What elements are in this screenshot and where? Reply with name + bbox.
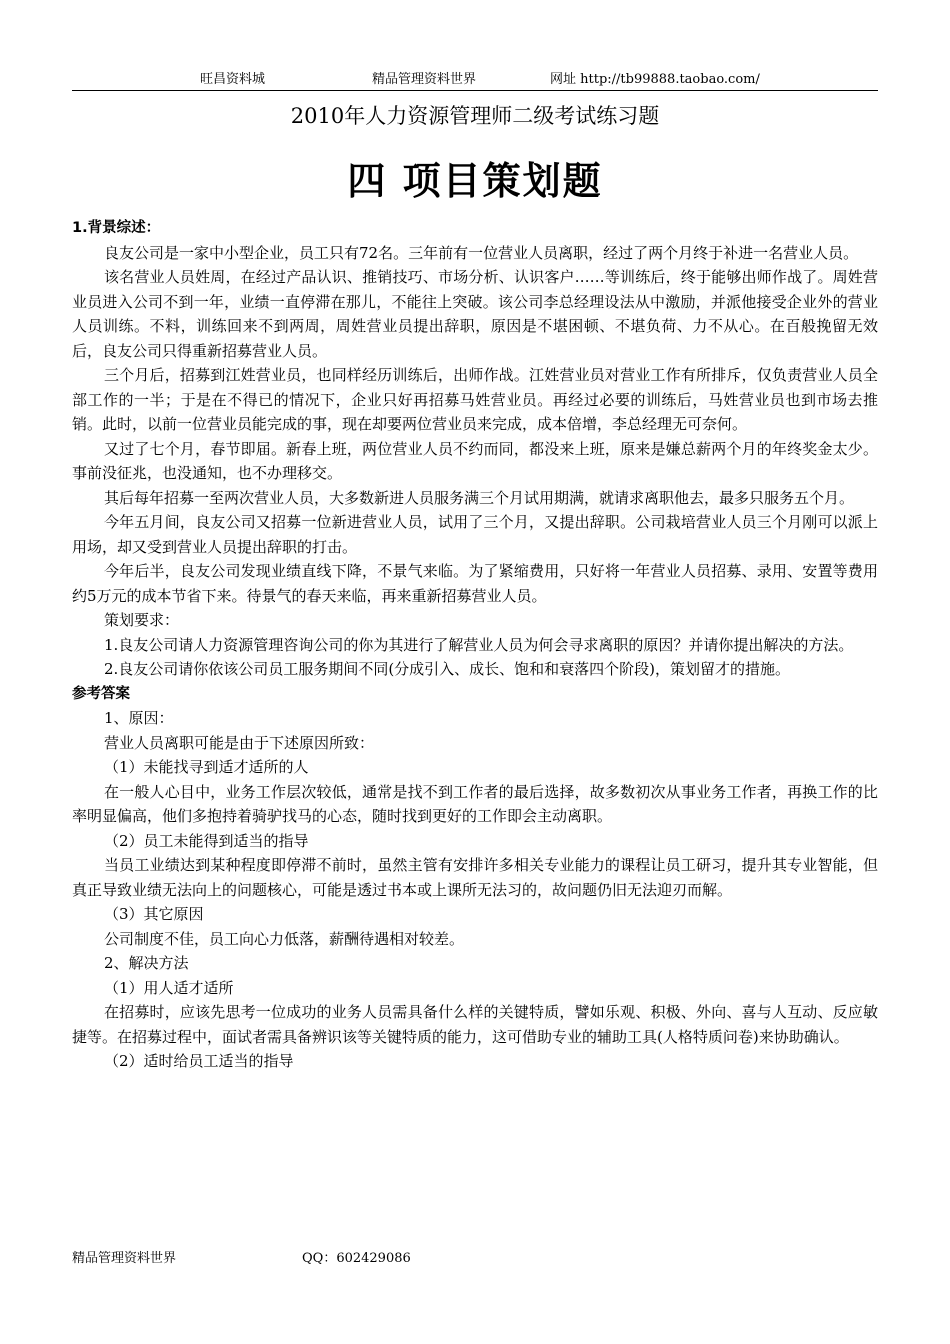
answer-line: （2）适时给员工适当的指导 [104, 1052, 294, 1070]
paragraph: 该名营业人员姓周，在经过产品认识、推销技巧、市场分析、认识客户……等训练后，终于能够出师作战了。周姓营业员进入公司不到一年，业绩一直停滞在那儿，不能往上突破。该公司李总经理设法从中激励，并派他接受企业外的营业人员训练。不料，训练回来不到两周，周姓营业员提出辞职，原因是不堪困顿、不堪负荷、力不从心。在百般挽留无效后，良友公司只得重新招募营业人员。 [72, 268, 878, 360]
answer-line: （3）其它原因 [104, 905, 204, 923]
answer-line: 1、原因： [104, 709, 174, 727]
paragraph: 今年后半，良友公司发现业绩直线下降，不景气来临。为了紧缩费用，只好将一年营业人员招募、录用、安置等费用约5万元的成本节省下来。待景气的春天来临，再来重新招募营业人员。 [72, 562, 878, 605]
paragraph: 其后每年招募一至两次营业人员，大多数新进人员服务满三个月试用期满，就请求离职他去，最多只服务五个月。 [104, 488, 855, 507]
paragraph: 良友公司是一家中小型企业，员工只有72名。三年前有一位营业人员离职，经过了两个月终于补进一名营业人员。 [104, 243, 859, 262]
answer-heading: 参考答案 [72, 685, 130, 702]
answer-line: （2）员工未能得到适当的指导 [104, 831, 309, 850]
paragraph: 2.良友公司请你依该公司员工服务期间不同(分成引入、成长、饱和和衰落四个阶段)，策划留才的措施。 [104, 660, 791, 678]
page-header [72, 66, 878, 91]
section-heading: 1.背景综述： [72, 220, 161, 236]
paragraph: 又过了七个月，春节即届。新春上班，两位营业人员不约而同，都没来上班，原来是嫌总薪两个月的年终奖金太少。事前没征兆，也没通知，也不办理移交。 [72, 439, 878, 482]
document-title: 四 项目策划题 [347, 159, 603, 203]
header-right: 网址 http://tb99888.taobao.com/ [550, 72, 760, 87]
header-center: 精品管理资料世界 [372, 72, 477, 87]
paragraph: 三个月后，招募到江姓营业员，也同样经历训练后，出师作战。江姓营业员对营业工作有所排斥，仅负责营业人员全部工作的一半；于是在不得已的情况下，企业只好再招募马姓营业员。再经过必要的训练后，马姓营业员也到市场去推销。此时，以前一位营业员能完成的事，现在却要两位营业员来完成，成本倍增，李总经理无可奈何。 [72, 366, 878, 433]
answer-line: 在一般人心目中，业务工作层次较低，通常是找不到工作者的最后选择，故多数初次从事业务工作者，再换工作的比率明显偏高，他们多抱持着骑驴找马的心态，随时找到更好的工作即会主动离职。 [72, 782, 878, 825]
paragraph: 策划要求： [104, 611, 180, 629]
paragraph: 今年五月间，良友公司又招募一位新进营业人员，试用了三个月，又提出辞职。公司栽培营业人员三个月刚可以派上用场，却又受到营业人员提出辞职的打击。 [72, 513, 878, 556]
answer-line: （1）未能找寻到适才适所的人 [104, 758, 309, 776]
document-body [72, 216, 878, 1074]
header-left: 旺昌资料城 [200, 72, 266, 87]
answer-line: 2、解决方法 [104, 954, 189, 972]
document-subtitle: 2010年人力资源管理师二级考试练习题 [290, 104, 660, 128]
answer-line: 公司制度不佳，员工向心力低落，薪酬待遇相对较差。 [104, 929, 465, 948]
footer-left: 精品管理资料世界 [72, 1251, 177, 1266]
paragraph: 1.良友公司请人力资源管理咨询公司的你为其进行了解营业人员为何会寻求离职的原因？并请你提出解决的方法。 [104, 635, 854, 654]
answer-line: 在招募时，应该先思考一位成功的业务人员需具备什么样的关键特质，譬如乐观、积极、外向、喜与人互动、反应敏捷等。在招募过程中，面试者需具备辨识该等关键特质的能力，这可借助专业的辅助工具(人格特质问卷)来协助确认。 [72, 1003, 878, 1046]
footer-right: QQ：602429086 [302, 1251, 411, 1266]
answer-line: （1）用人适才适所 [104, 978, 234, 997]
answer-line: 营业人员离职可能是由于下述原因所致： [104, 733, 375, 752]
answer-line: 当员工业绩达到某种程度即停滞不前时，虽然主管有安排许多相关专业能力的课程让员工研习，提升其专业智能，但真正导致业绩无法向上的问题核心，可能是透过书本或上课所无法习的，故问题仍旧无法迎刃而解。 [72, 856, 878, 899]
